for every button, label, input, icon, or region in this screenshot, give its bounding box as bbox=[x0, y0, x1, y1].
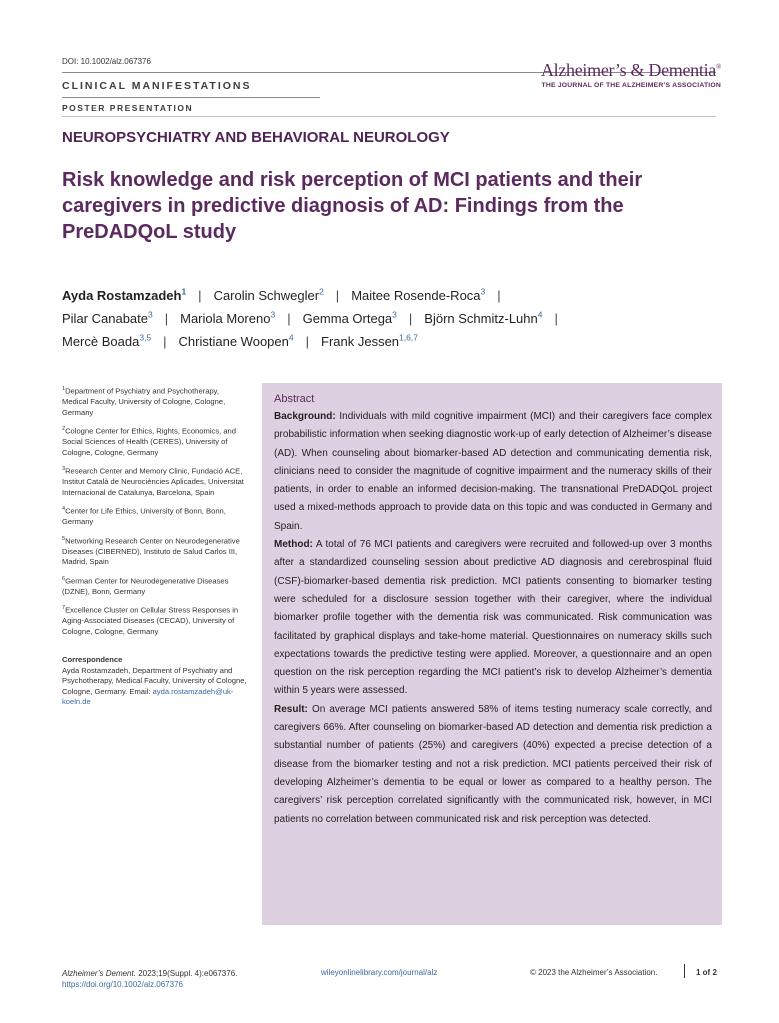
author[interactable]: Gemma Ortega$^3$ bbox=[302, 309, 397, 326]
author-line: Pilar Canabate$^3$ | Mariola Moreno$^3$ | Gemma Ortega$^3$ | Björn Schmitz-Luhn$^4$ | bbox=[62, 309, 558, 326]
affiliation: $^4$Center for Life Ethics, University of Bonn, Bonn, Germany bbox=[62, 506, 226, 527]
footer-doi-link[interactable]: https://doi.org/10.1002/alz.067376 bbox=[62, 980, 183, 989]
subsection-label: POSTER PRESENTATION bbox=[62, 103, 194, 113]
journal-logo bbox=[541, 60, 721, 89]
abstract-method: Method: A total of 76 MCI patients and caregivers were recruited and followed-up over 3 months after a standardized counseling session about predictive AD diagnosis and cerebrospinal fluid (CSF)-biomarker-based dementia risk prediction. MCI patients consenting to biomarker testing were scheduled for a disclosure session together with their caregiver, where the individual biomarker profile together with the dementia risk was communicated. Risk communication was facilitated by graphical displays and take-home material. Questionnaires on numeracy skills such expectations towards the predictive testing were applied. Moreover, a questionnaire and an open question on the risk perception regarding the MCI patient’s risk to develop Alzheimer’s dementia within 5 years were assessed. bbox=[274, 539, 712, 697]
author[interactable]: Maitee Rosende-Roca$^3$ bbox=[351, 286, 486, 303]
topic-heading: NEUROPSYCHIATRY AND BEHAVIORAL NEUROLOGY bbox=[62, 129, 450, 146]
author[interactable]: Carolin Schwegler$^2$ bbox=[213, 286, 324, 303]
footer-copyright: © 2023 the Alzheimer’s Association. bbox=[530, 968, 658, 977]
affiliation: $^7$Excellence Cluster on Cellular Stress Responses in Aging-Associated Diseases (CECAD), University of Cologne, Cologne, Germany bbox=[62, 605, 239, 636]
author[interactable]: Frank Jessen$^{1,6,7}$ bbox=[321, 332, 418, 349]
subsection-divider bbox=[62, 116, 716, 117]
affiliations bbox=[62, 384, 247, 708]
article-title: Risk knowledge and risk perception of MCI patients and their caregivers in predictive diagnosis of AD: Findings from the PreDADQoL study bbox=[62, 169, 643, 243]
journal-name: Alzheimer’s & Dementia® bbox=[540, 60, 721, 80]
author[interactable]: Mercè Boada$^{3,5}$ bbox=[62, 332, 152, 349]
author[interactable]: Mariola Moreno$^3$ bbox=[180, 309, 276, 326]
section-divider bbox=[62, 97, 320, 98]
author-line: Mercè Boada$^{3,5}$ | Christiane Woopen$^4$ | Frank Jessen$^{1,6,7}$ bbox=[62, 332, 418, 349]
affiliation: $^1$Department of Psychiatry and Psychotherapy, Medical Faculty, University of Cologne, Cologne, Germany bbox=[62, 386, 226, 417]
affiliation: $^5$Networking Research Center on Neurodegenerative Diseases (CIBERNED), Instituto de Salud Carlos III, Madrid, Spain bbox=[62, 535, 240, 567]
author[interactable]: Pilar Canabate$^3$ bbox=[62, 309, 153, 326]
abstract-background: Background: Individuals with mild cognitive impairment (MCI) and their caregivers face complex probabilistic information when seeking diagnostic work-up of early detection of Alzheimer’s disease (AD). When counseling about biomarker-based AD detection and communicating dementia risk, clinicians need to consider the magnitude of cognitive impairment and the numeracy skills of their patients, in order to enable an informed decision-making. The transnational PreDADQoL project used a mixed-methods approach to provide data on this topic and was conducted in Germany and Spain. bbox=[274, 411, 712, 532]
affiliation: $^6$German Center for Neurodegenerative Diseases (DZNE), Bonn, Germany bbox=[62, 575, 229, 596]
abstract-box bbox=[262, 383, 722, 925]
author[interactable]: Ayda Rostamzadeh$^1$ bbox=[62, 286, 187, 303]
correspondence-title: Correspondence bbox=[62, 655, 123, 665]
page-number: 1 of 2 bbox=[696, 968, 717, 977]
correspondence-email-link[interactable]: ayda.rostamzadeh@uk-koeln.de bbox=[62, 686, 234, 707]
author-line: Ayda Rostamzadeh$^1$ | Carolin Schwegler$^2$ | Maitee Rosende-Roca$^3$ | bbox=[62, 286, 501, 303]
footer-citation: Alzheimer’s Dement. 2023;19(Suppl. 4):e067376. https://doi.org/10.1002/alz.067376 bbox=[62, 969, 238, 989]
affiliation: $^3$Research Center and Memory Clinic, Fundació ACE, Institut Català de Neurociències Aplicades, Universitat Internacional de Catalunya, Barcelona, Spain bbox=[62, 466, 244, 497]
author-list bbox=[62, 284, 722, 353]
abstract-result: Result: On average MCI patients answered 58% of items testing numeracy scale correctly, and caregivers 66%. After counseling on biomarker-based AD detection and dementia risk prediction a substantial number of patients (25%) and caregivers (40%) expected a precise detection of a disease from the biomarker testing and not a risk prediction. MCI patients perceived their risk of developing Alzheimer’s dementia to be equal or lower as compared to a healthy person. The caregivers’ risk perception correlated significantly with the communicated risk, however, in MCI patients no correlation between communicated risk and risk perception was detected. bbox=[274, 703, 713, 825]
abstract-heading: Abstract bbox=[274, 393, 315, 405]
author[interactable]: Björn Schmitz-Luhn$^4$ bbox=[424, 309, 543, 326]
doi: DOI: 10.1002/alz.067376 bbox=[62, 57, 151, 66]
footer-website-link[interactable]: wileyonlinelibrary.com/journal/alz bbox=[321, 968, 438, 977]
section-label: CLINICAL MANIFESTATIONS bbox=[62, 80, 252, 92]
affiliation: $^2$Cologne Center for Ethics, Rights, Economics, and Social Sciences of Health (CERES), University of Cologne, Cologne, Germany bbox=[62, 426, 237, 457]
footer-divider bbox=[684, 964, 685, 978]
correspondence-text: Ayda Rostamzadeh, Department of Psychiatry and Psychotherapy, Medical Faculty, University of Cologne, Cologne, Germany. Email: ayda.rostamzadeh@uk-koeln.de bbox=[62, 665, 247, 707]
author[interactable]: Christiane Woopen$^4$ bbox=[178, 332, 294, 349]
journal-subtitle: THE JOURNAL OF THE ALZHEIMER’S ASSOCIATION bbox=[541, 82, 721, 89]
